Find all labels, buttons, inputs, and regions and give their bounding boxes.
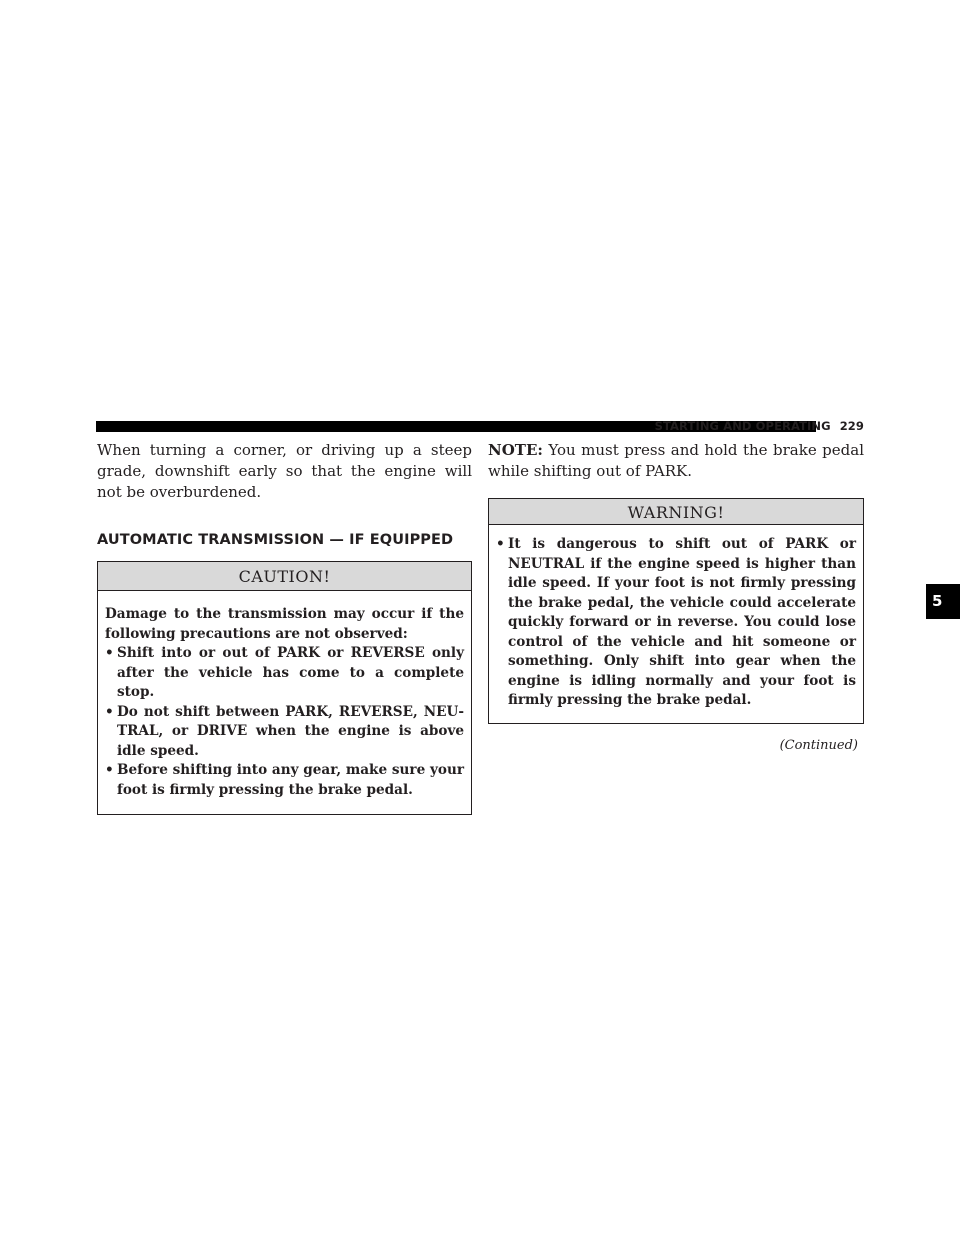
section-title: STARTING AND OPERATING bbox=[654, 419, 831, 433]
chapter-tab: 5 bbox=[926, 584, 960, 619]
caution-body bbox=[98, 591, 471, 814]
bullet-icon: • bbox=[105, 703, 114, 720]
caution-item-text: Shift into or out of PARK or REVERSE only after the vehicle has come to a complete stop. bbox=[117, 645, 464, 700]
right-column bbox=[488, 440, 864, 754]
caution-item-text: Before shifting into any gear, make sure your foot is firmly pressing the brake pedal. bbox=[117, 762, 464, 798]
warning-title: WARNING! bbox=[489, 499, 863, 525]
page-number: 229 bbox=[839, 419, 864, 433]
note-text: You must press and hold the brake pedal while shifting out of PARK. bbox=[488, 441, 865, 480]
continued-label: (Continued) bbox=[779, 737, 858, 753]
warning-item-text: It is dangerous to shift out of PARK or NEUTRAL if the engine speed is higher than idle speed. If your foot is not firmly pressing the brake pedal, the vehicle could accelerate quickly forward or in reverse. You could lose control of the vehicle and hit someone or something. Only shift into gear when the engine is idling normally and your foot is firmly pressing the brake pedal. bbox=[508, 536, 856, 708]
warning-box bbox=[488, 498, 864, 724]
bullet-icon: • bbox=[105, 645, 114, 661]
caution-item bbox=[105, 644, 464, 703]
caution-item bbox=[105, 761, 464, 800]
caution-title: CAUTION! bbox=[98, 562, 471, 591]
intro-paragraph: When turning a corner, or driving up a steep grade, downshift early so that the engine will not be overburdened. bbox=[97, 441, 472, 501]
note-paragraph bbox=[488, 440, 864, 482]
caution-item-text: Do not shift between PARK, REVERSE, NEUTRAL, or DRIVE when the engine is above idle speed. bbox=[117, 703, 464, 759]
warning-body bbox=[489, 525, 863, 723]
left-column bbox=[97, 440, 472, 815]
caution-lead: Damage to the transmission may occur if the following precautions are not observed: bbox=[105, 606, 464, 642]
section-heading: AUTOMATIC TRANSMISSION — IF EQUIPPED bbox=[97, 532, 454, 548]
bullet-icon: • bbox=[496, 536, 505, 552]
running-header bbox=[655, 419, 864, 433]
bullet-icon: • bbox=[105, 762, 114, 778]
caution-item bbox=[105, 703, 464, 762]
warning-item bbox=[496, 535, 856, 711]
note-label: NOTE: bbox=[488, 441, 543, 459]
caution-box bbox=[97, 561, 472, 815]
